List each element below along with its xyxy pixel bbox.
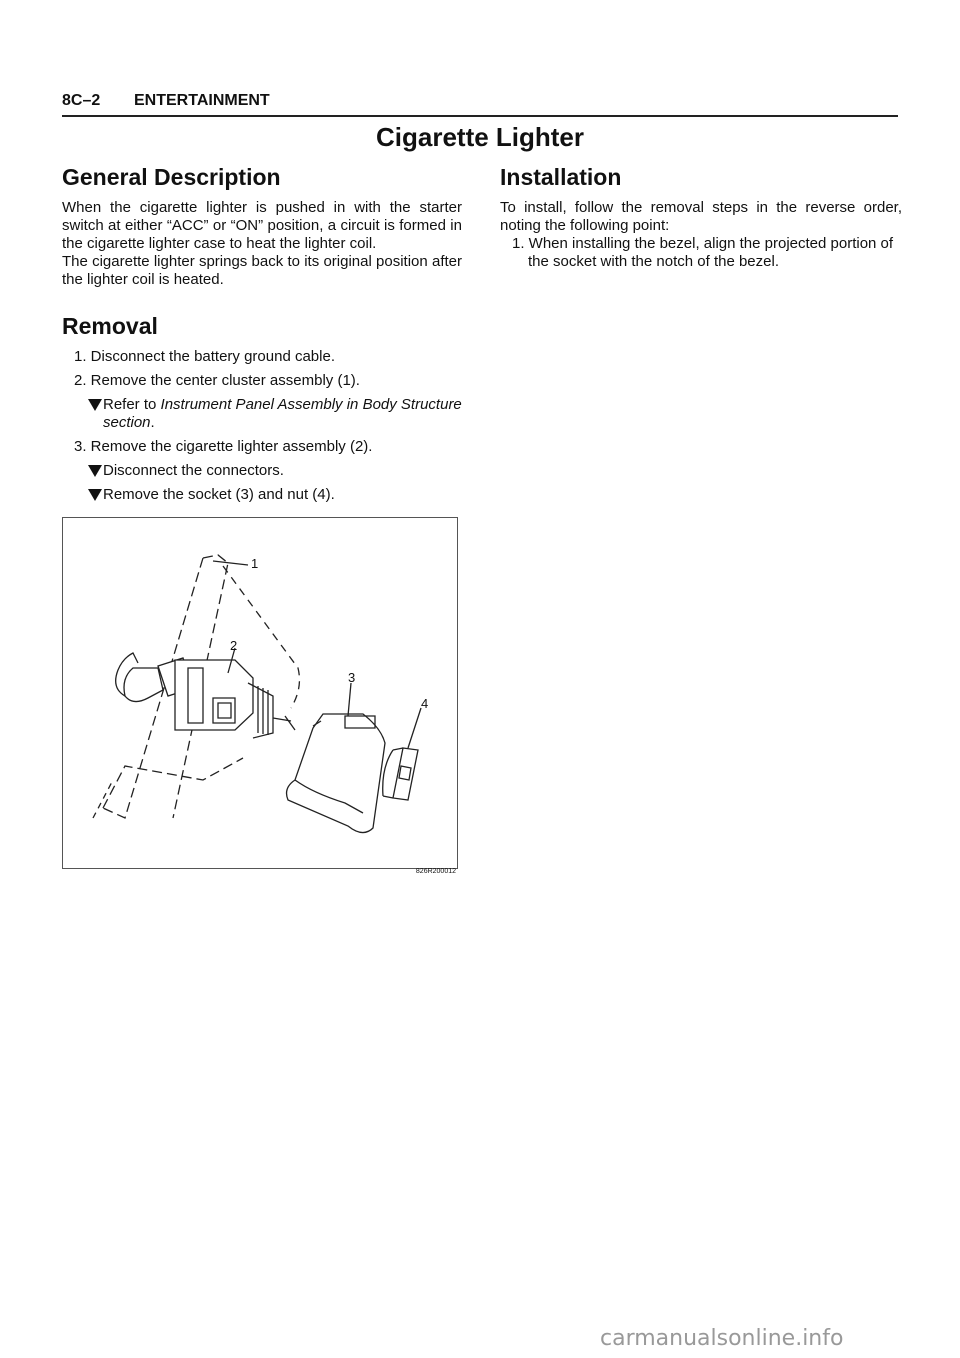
- triangle-bullet-icon: [88, 489, 102, 501]
- section-name: ENTERTAINMENT: [134, 92, 270, 109]
- note-suffix: .: [150, 414, 155, 431]
- removal-step-2: 2. Remove the center cluster assembly (1).: [74, 372, 360, 389]
- socket: [287, 714, 385, 833]
- substep-text: Disconnect the connectors.: [103, 462, 284, 479]
- right-column: [500, 160, 902, 271]
- general-description-heading: General Description: [62, 164, 281, 190]
- callout-1: 1: [251, 556, 259, 571]
- removal-steps: [62, 348, 462, 504]
- left-column: [62, 160, 462, 504]
- callout-4: 4: [421, 696, 429, 711]
- lighter-knob: [124, 668, 163, 702]
- figure-caption: 826R200012: [415, 868, 456, 875]
- note-text: [103, 396, 462, 432]
- substep-text: Remove the socket (3) and nut (4).: [103, 486, 335, 503]
- removal-step-3: 3. Remove the cigarette lighter assembly (2).: [74, 438, 373, 455]
- installation-para: To install, follow the removal steps in the reverse order, noting the following point:: [500, 199, 902, 234]
- note-prefix: Refer to: [103, 396, 161, 413]
- triangle-bullet-icon: [88, 399, 102, 411]
- page-header: [62, 91, 898, 117]
- callout-3: 3: [348, 670, 356, 685]
- lighter-illustration: [63, 518, 457, 868]
- general-description-para2: The cigarette lighter springs back to its original position after the lighter coil is heated.: [62, 253, 462, 288]
- installation-heading: Installation: [500, 164, 622, 190]
- page-number: 8C–2: [62, 92, 101, 109]
- installation-step-1: 1. When installing the bezel, align the projected portion of the socket with the notch of the bezel.: [512, 235, 894, 270]
- nut: [393, 748, 418, 800]
- triangle-bullet-icon: [88, 465, 102, 477]
- removal-step-3-sub1: [88, 462, 462, 480]
- general-description-para1: When the cigarette lighter is pushed in with the starter switch at either “ACC” or “ON” position, a circuit is formed in the cigarette lighter case to heat the lighter coil.: [62, 199, 462, 252]
- removal-step-2-note: [88, 396, 462, 432]
- page-title: Cigarette Lighter: [375, 122, 585, 152]
- removal-step-1: 1. Disconnect the battery ground cable.: [74, 348, 335, 365]
- removal-heading: Removal: [62, 313, 158, 339]
- watermark: carmanualsonline.info: [600, 1326, 844, 1351]
- lighter-body: [175, 660, 253, 730]
- lighter-diagram: [62, 517, 458, 869]
- removal-step-3-sub2: [88, 486, 462, 504]
- callout-2: 2: [230, 638, 238, 653]
- note-reference: Instrument Panel Assembly in Body Structure section: [103, 396, 462, 431]
